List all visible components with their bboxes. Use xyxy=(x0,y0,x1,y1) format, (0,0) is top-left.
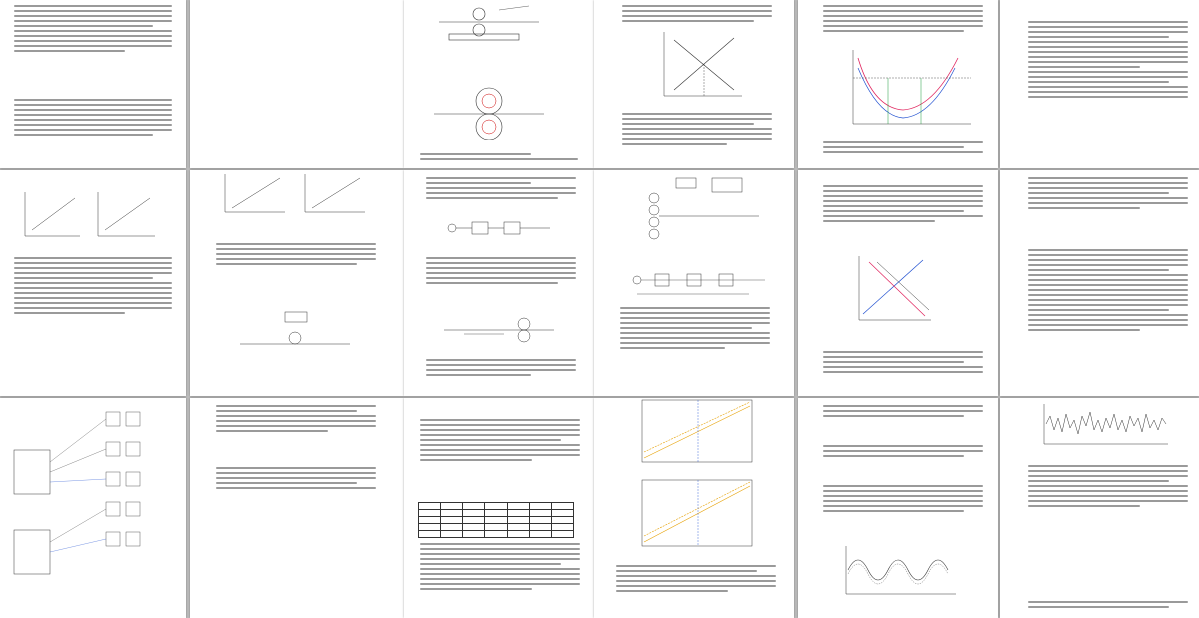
control-loop-figure xyxy=(634,172,764,242)
page-text xyxy=(1028,18,1188,101)
page-11[interactable] xyxy=(798,170,998,396)
plot-figure xyxy=(634,398,754,466)
strip-figure xyxy=(444,310,554,350)
page-8[interactable] xyxy=(190,170,404,396)
page-16[interactable] xyxy=(594,398,794,618)
page-13[interactable] xyxy=(0,398,186,618)
page-text xyxy=(823,138,983,156)
page-1[interactable] xyxy=(0,0,186,168)
page-17[interactable] xyxy=(798,398,998,618)
page-text xyxy=(14,2,172,55)
page-text xyxy=(216,402,376,435)
page-text xyxy=(620,304,770,352)
page-text xyxy=(823,442,983,460)
block-diagram-figure xyxy=(444,216,554,241)
page-3[interactable] xyxy=(404,0,594,168)
page-text xyxy=(1028,246,1188,334)
page-text xyxy=(622,2,772,25)
noise-signal-figure xyxy=(1040,402,1170,448)
page-text xyxy=(426,356,576,379)
page-7[interactable] xyxy=(0,170,186,396)
page-text xyxy=(823,2,983,35)
page-text xyxy=(420,150,578,163)
wiring-schematic-figure xyxy=(10,402,156,598)
control-schematic-figure xyxy=(240,310,350,355)
roller-figure xyxy=(439,0,549,55)
page-text xyxy=(426,254,576,287)
page-2[interactable] xyxy=(190,0,404,168)
page-10[interactable] xyxy=(594,170,794,396)
page-text xyxy=(216,464,376,492)
page-text xyxy=(1028,174,1188,212)
cross-lines-figure xyxy=(853,254,933,324)
page-text xyxy=(1028,598,1188,611)
page-text xyxy=(616,562,776,595)
page-15[interactable] xyxy=(404,398,594,618)
page-text xyxy=(823,348,983,376)
dual-chart-figure xyxy=(20,190,160,240)
page-18[interactable] xyxy=(1000,398,1199,618)
line-diagram-figure xyxy=(654,30,744,100)
page-14[interactable] xyxy=(190,398,404,618)
page-text xyxy=(823,482,983,515)
page-4[interactable] xyxy=(594,0,794,168)
page-text xyxy=(420,540,580,593)
page-text xyxy=(823,402,983,420)
curve-figure xyxy=(843,48,973,130)
control-loop-figure xyxy=(629,262,769,298)
page-text xyxy=(823,182,983,225)
page-text xyxy=(14,96,172,139)
page-text xyxy=(216,240,376,268)
page-6[interactable] xyxy=(1000,0,1199,168)
page-text xyxy=(622,110,772,148)
page-text xyxy=(420,416,580,464)
rolling-mill-figure xyxy=(434,85,544,140)
page-5[interactable] xyxy=(798,0,998,168)
page-12[interactable] xyxy=(1000,170,1199,396)
dual-chart-figure xyxy=(220,172,370,214)
data-table xyxy=(418,502,574,538)
sine-wave-figure xyxy=(838,544,958,598)
page-text xyxy=(426,174,576,202)
page-text xyxy=(14,254,172,317)
page-text xyxy=(1028,462,1188,510)
page-9[interactable] xyxy=(404,170,594,396)
plot-figure xyxy=(634,478,754,550)
